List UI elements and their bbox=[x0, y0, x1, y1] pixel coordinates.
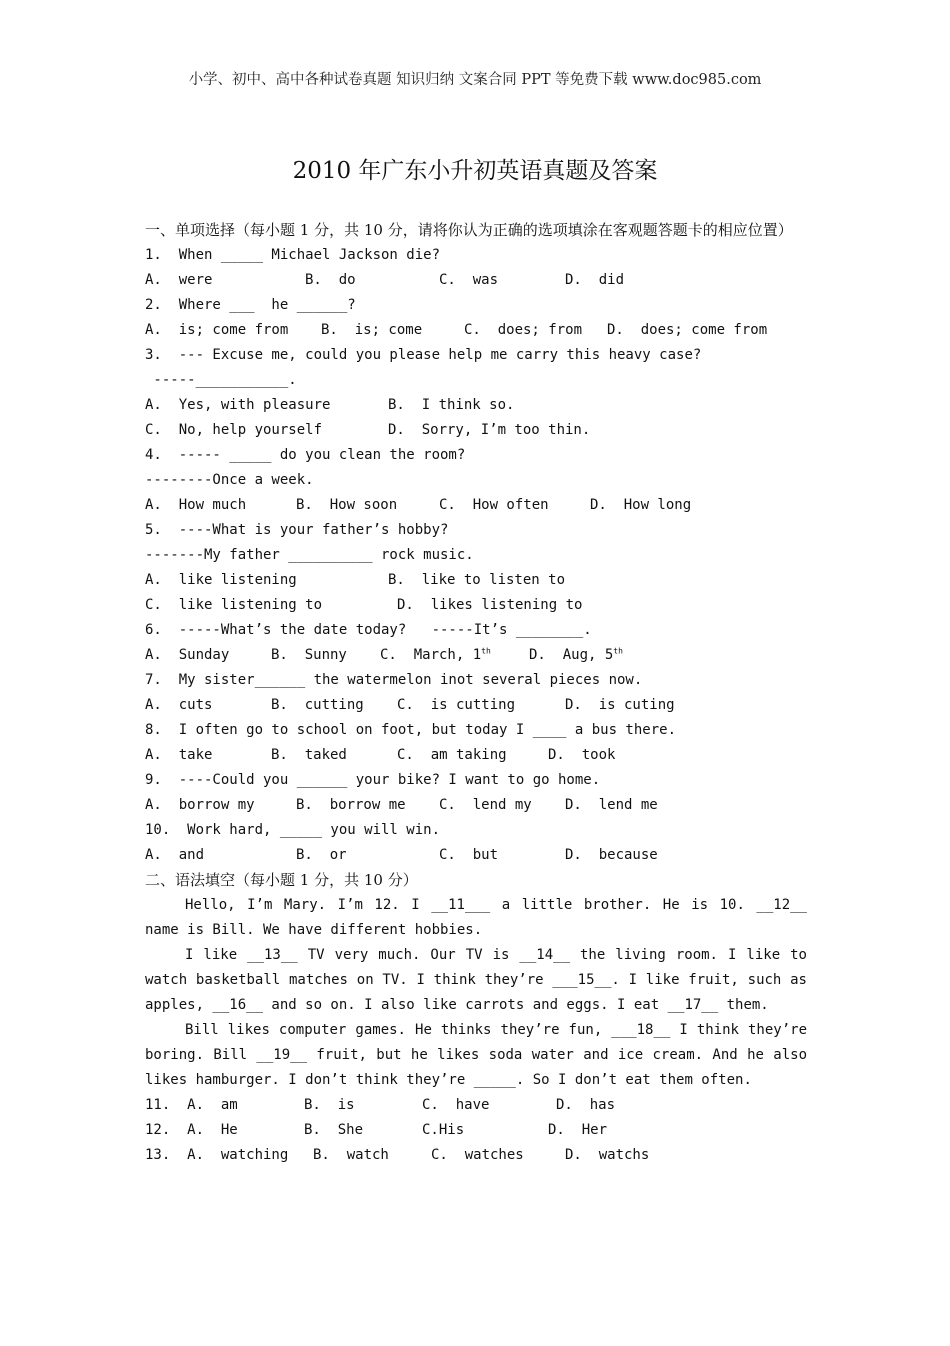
option: B. borrow me bbox=[296, 797, 406, 813]
option: B. or bbox=[296, 847, 347, 863]
option: B. Sunny bbox=[271, 647, 347, 663]
option: C. is cutting bbox=[397, 697, 516, 713]
option: A. Yes, with pleasure bbox=[145, 397, 331, 413]
question-8: 8. I often go to school on foot, but today I ____ a bus there. bbox=[145, 722, 677, 738]
section-1-heading: 一、单项选择（每小题 1 分，共 10 分，请将你认为正确的选项填涂在客观题答题卡的相应位置） bbox=[145, 221, 793, 239]
option: B. is bbox=[304, 1097, 355, 1113]
option: B. She bbox=[304, 1122, 364, 1138]
option-text: C. March, 1 bbox=[380, 647, 482, 663]
question-5-options-row1 bbox=[145, 568, 807, 593]
option: D. is cuting bbox=[565, 697, 675, 713]
option: D. because bbox=[565, 847, 658, 863]
exam-content bbox=[145, 218, 807, 1168]
option: C. was bbox=[439, 272, 499, 288]
option: A. How much bbox=[145, 497, 247, 513]
option: D. lend me bbox=[565, 797, 658, 813]
question-4: 4. ----- _____ do you clean the room? bbox=[145, 447, 466, 463]
question-10: 10. Work hard, _____ you will win. bbox=[145, 822, 441, 838]
option bbox=[380, 643, 529, 668]
question-9: 9. ----Could you ______ your bike? I want to go home. bbox=[145, 772, 601, 788]
question-12: 12. A. He bbox=[145, 1122, 238, 1138]
option: D. watchs bbox=[565, 1147, 650, 1163]
passage-paragraph-3: Bill likes computer games. He thinks they’re fun, ___18__ I think they’re boring. Bill __19__ fruit, but he likes soda water and ice cream. And he also likes hamburger. I don’t think they’re _____. So I don’t eat them often. bbox=[145, 1022, 807, 1088]
question-6: 6. -----What’s the date today? -----It’s ________. bbox=[145, 622, 592, 638]
question-13-row bbox=[145, 1143, 807, 1168]
option: B. I think so. bbox=[388, 397, 515, 413]
question-4-options bbox=[145, 493, 807, 518]
question-5: 5. ----What is your father’s hobby? bbox=[145, 522, 449, 538]
question-1-options bbox=[145, 268, 807, 293]
question-3-reply: -----___________. bbox=[145, 372, 297, 388]
option: C. watches bbox=[431, 1147, 524, 1163]
question-5-reply: -------My father __________ rock music. bbox=[145, 547, 474, 563]
option: A. like listening bbox=[145, 572, 297, 588]
option: C. No, help yourself bbox=[145, 422, 323, 438]
section-2-heading: 二、语法填空（每小题 1 分，共 10 分） bbox=[145, 871, 418, 889]
option: D. Sorry, I’m too thin. bbox=[388, 422, 591, 438]
option: C.His bbox=[422, 1122, 465, 1138]
question-8-options bbox=[145, 743, 807, 768]
option: A. is; come from bbox=[145, 322, 289, 338]
question-3: 3. --- Excuse me, could you please help me carry this heavy case? bbox=[145, 347, 702, 363]
option: A. cuts bbox=[145, 697, 213, 713]
option: C. am taking bbox=[397, 747, 507, 763]
option: C. but bbox=[439, 847, 499, 863]
option: A. take bbox=[145, 747, 213, 763]
question-9-options bbox=[145, 793, 807, 818]
question-6-options bbox=[145, 643, 807, 668]
question-1: 1. When _____ Michael Jackson die? bbox=[145, 247, 441, 263]
option: C. does; from bbox=[464, 322, 583, 338]
question-10-options bbox=[145, 843, 807, 868]
option: D. did bbox=[565, 272, 625, 288]
question-7-options bbox=[145, 693, 807, 718]
ordinal-suffix: th bbox=[613, 646, 623, 656]
passage-paragraph-1: Hello, I’m Mary. I’m 12. I __11___ a little brother. He is 10. __12__ name is Bill. We have different hobbies. bbox=[145, 897, 807, 938]
option: D. does; come from bbox=[607, 322, 768, 338]
option: D. likes listening to bbox=[397, 597, 583, 613]
page-header: 小学、初中、高中各种试卷真题 知识归纳 文案合同 PPT 等免费下载 www.doc985.com bbox=[188, 72, 762, 88]
option: B. taked bbox=[271, 747, 347, 763]
passage-paragraph-2: I like __13__ TV very much. Our TV is __14__ the living room. I like to watch basketball matches on TV. I think they’re ___15__. I like fruit, such as apples, __16__ and so on. I also like carrots and eggs. I eat __17__ them. bbox=[145, 947, 807, 1013]
option: A. Sunday bbox=[145, 647, 230, 663]
option: B. is; come bbox=[321, 322, 423, 338]
option: A. and bbox=[145, 847, 205, 863]
page-title: 2010 年广东小升初英语真题及答案 bbox=[292, 158, 658, 184]
option: C. lend my bbox=[439, 797, 532, 813]
option: A. were bbox=[145, 272, 213, 288]
option: B. watch bbox=[313, 1147, 389, 1163]
option bbox=[529, 643, 623, 668]
option: B. cutting bbox=[271, 697, 364, 713]
option: D. How long bbox=[590, 497, 692, 513]
question-2-options bbox=[145, 318, 807, 343]
option-text: D. Aug, 5 bbox=[529, 647, 614, 663]
option: A. borrow my bbox=[145, 797, 255, 813]
question-3-options-row1 bbox=[145, 393, 807, 418]
option: B. like to listen to bbox=[388, 572, 566, 588]
question-12-row bbox=[145, 1118, 807, 1143]
question-13: 13. A. watching bbox=[145, 1147, 289, 1163]
question-3-options-row2 bbox=[145, 418, 807, 443]
option: C. How often bbox=[439, 497, 549, 513]
question-5-options-row2 bbox=[145, 593, 807, 618]
question-7: 7. My sister______ the watermelon inot several pieces now. bbox=[145, 672, 643, 688]
option: D. took bbox=[548, 747, 616, 763]
ordinal-suffix: th bbox=[481, 646, 491, 656]
question-11-row bbox=[145, 1093, 807, 1118]
question-11: 11. A. am bbox=[145, 1097, 238, 1113]
question-2: 2. Where ___ he ______? bbox=[145, 297, 356, 313]
question-4-reply: --------Once a week. bbox=[145, 472, 314, 488]
option: B. do bbox=[305, 272, 356, 288]
option: D. Her bbox=[548, 1122, 608, 1138]
option: C. like listening to bbox=[145, 597, 323, 613]
option: C. have bbox=[422, 1097, 490, 1113]
option: D. has bbox=[556, 1097, 616, 1113]
option: B. How soon bbox=[296, 497, 398, 513]
